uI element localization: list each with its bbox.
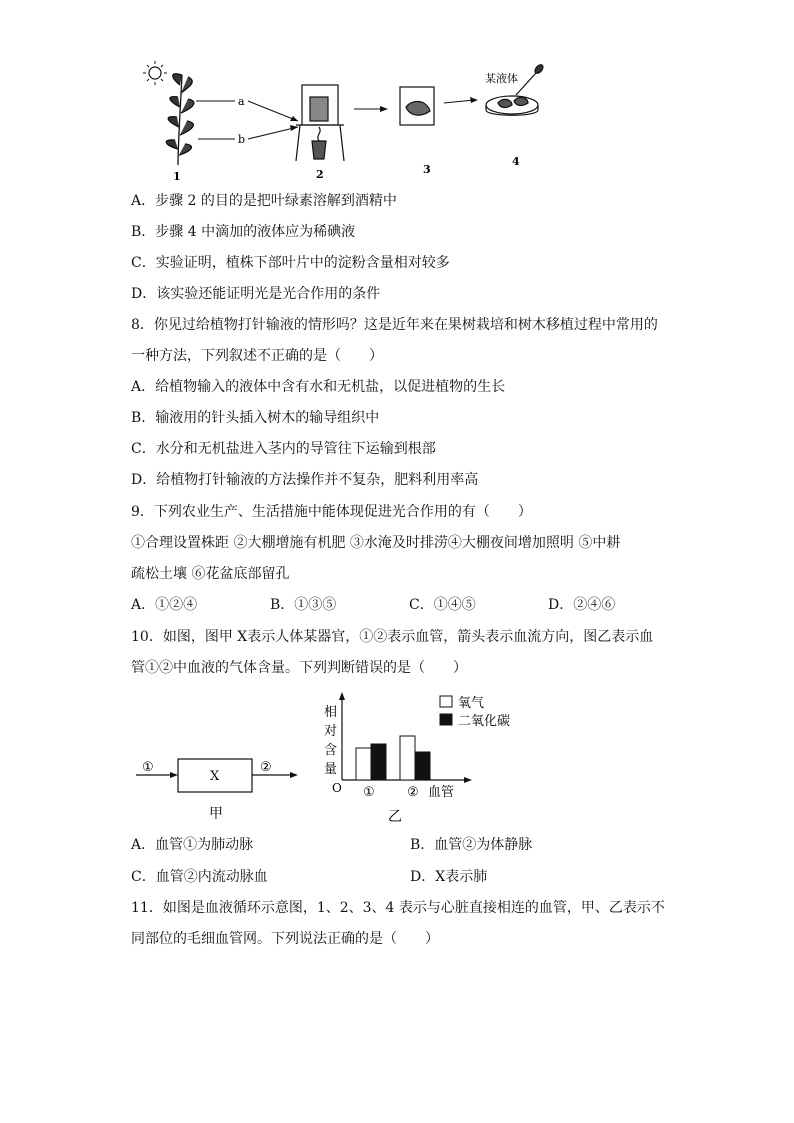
label-a: a: [238, 95, 245, 108]
q10-stem-line1: 10．如图，图甲 X表示人体某器官，①②表示血管，箭头表示血流方向，图乙表示血: [131, 629, 654, 645]
q7-option-c: C．实验证明，植株下部叶片中的淀粉含量相对较多: [131, 255, 450, 271]
legend-swatch: [440, 714, 452, 725]
plant-icon: [166, 74, 194, 165]
y-axis-label-char: 含: [324, 743, 338, 758]
x-tick-label: ②: [407, 785, 419, 800]
liquid-label: 某液体: [485, 72, 518, 85]
figure-jia: [130, 745, 300, 825]
q9-option-c: C．①④⑤: [409, 597, 476, 613]
y-axis-label-char: 量: [324, 762, 338, 777]
q10-option-d: D．X表示肺: [410, 869, 488, 885]
q10-option-b: B．血管②为体静脉: [410, 837, 533, 853]
q7-option-d: D．该实验还能证明光是光合作用的条件: [131, 286, 381, 302]
q10-stem-line2: 管①②中血液的气体含量。下列判断错误的是（ ）: [131, 660, 467, 676]
step-number-2: 2: [316, 168, 324, 180]
bar-co2-1: [371, 744, 386, 780]
q8-option-b: B．输液用的针头插入树木的输导组织中: [131, 410, 380, 426]
y-axis-label-char: 相: [324, 705, 338, 720]
q9-option-d: D．②④⑥: [548, 597, 616, 613]
sun-icon: [143, 61, 167, 85]
q8-option-a: A．给植物输入的液体中含有水和无机盐，以促进植物的生长: [131, 379, 506, 395]
rinse-beaker: [400, 87, 434, 125]
legend-label: 二氧化碳: [458, 714, 511, 729]
q9-items-line2: 疏松土壤 ⑥花盆底部留孔: [131, 566, 290, 582]
q9-option-b: B．①③⑤: [270, 597, 337, 613]
chart-yi: [320, 690, 530, 830]
step-number-1: 1: [173, 170, 181, 180]
caption-jia: 甲: [209, 806, 223, 822]
x-axis-label: 血管: [428, 785, 455, 800]
q9-items-line1: ①合理设置株距 ②大棚增施有机肥 ③水淹及时排涝④大棚夜间增加照明 ⑤中耕: [131, 535, 621, 551]
q11-stem-line1: 11．如图是血液循环示意图，1、2、3、4 表示与心脏直接相连的血管，甲、乙表示不: [131, 900, 665, 916]
q10-option-a: A．血管①为肺动脉: [131, 837, 254, 853]
q9-stem: 9．下列农业生产、生活措施中能体现促进光合作用的有（ ）: [131, 504, 532, 520]
q10-option-c: C．血管②内流动脉血: [131, 869, 268, 885]
vessel-in-label: ①: [142, 760, 154, 775]
vessel-out-label: ②: [260, 760, 272, 775]
step-number-3: 3: [423, 163, 431, 176]
legend-label: 氧气: [458, 696, 485, 711]
water-bath-beaker: [296, 85, 344, 161]
q7-option-a: A．步骤 2 的目的是把叶绿素溶解到酒精中: [131, 193, 397, 209]
q8-stem-line1: 8．你见过给植物打针输液的情形吗？这是近年来在果树栽培和树木移植过程中常用的: [131, 317, 658, 333]
q9-option-a: A．①②④: [131, 597, 198, 613]
caption-yi: 乙: [388, 809, 402, 825]
x-tick-label: ①: [363, 785, 375, 800]
origin-label: O: [332, 781, 342, 795]
q11-stem-line2: 同部位的毛细血管网。下列说法正确的是（ ）: [131, 931, 439, 947]
y-axis-label-char: 对: [324, 724, 338, 739]
bar-oxygen-2: [400, 736, 415, 780]
experiment-figure: [140, 55, 560, 180]
bar-co2-2: [415, 752, 430, 780]
q8-option-c: C．水分和无机盐进入茎内的导管往下运输到根部: [131, 441, 436, 457]
q8-stem-line2: 一种方法，下列叙述不正确的是（ ）: [131, 348, 383, 364]
q8-option-d: D．给植物打针输液的方法操作并不复杂，肥料利用率高: [131, 472, 479, 488]
label-b: b: [238, 133, 246, 146]
bar-oxygen-1: [356, 748, 371, 780]
y-axis-label: [324, 704, 337, 777]
q7-option-b: B．步骤 4 中滴加的液体应为稀碘液: [131, 224, 356, 240]
step-number-4: 4: [512, 155, 520, 168]
organ-x-label: X: [210, 769, 220, 784]
legend-swatch: [440, 696, 452, 707]
